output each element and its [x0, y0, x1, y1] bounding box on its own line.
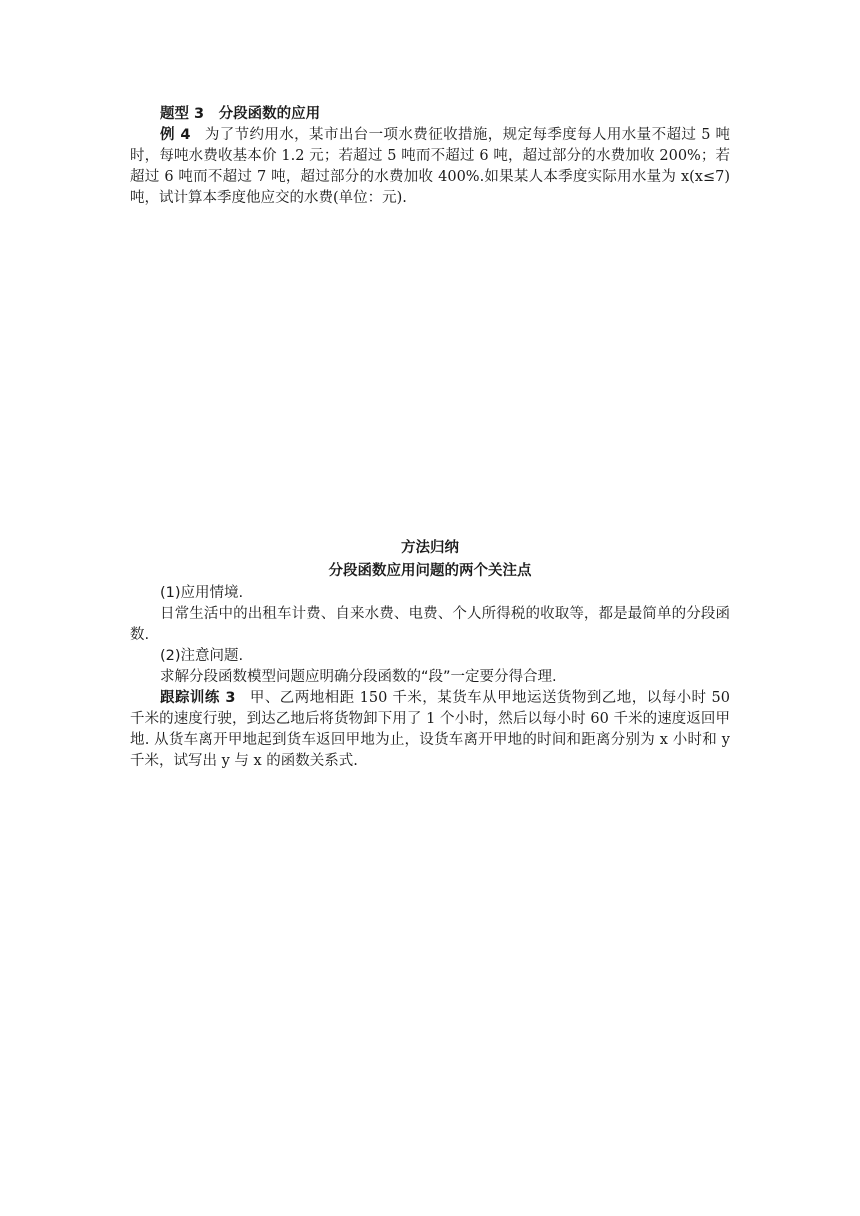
example-4 — [130, 125, 730, 209]
method-summary — [130, 583, 730, 772]
method-subtitle: 分段函数应用问题的两个关注点 — [328, 563, 532, 579]
point-2-text: 求解分段函数模型问题应明确分段函数的“段”一定要分得合理. — [160, 669, 557, 685]
training-3 — [130, 688, 730, 772]
section-heading: 题型 3 分段函数的应用 — [160, 106, 321, 122]
example-label: 例 4 — [160, 127, 191, 143]
training-text: 甲、乙两地相距 150 千米，某货车从甲地运送货物到乙地，以每小时 50 千米的速度行驶，到达乙地后将货物卸下用了 1 个小时，然后以每小时 60 千米的速度返回甲地. 从货车离开甲地起到货车返回甲地为止，设货车离开甲地的时间和距离分别为 x 小时和 y 千米，试写出 y 与 x 的函数关系式. — [130, 690, 730, 769]
point-1-text: 日常生活中的出租车计费、自来水费、电费、个人所得税的收取等，都是最简单的分段函数. — [130, 606, 730, 643]
section-3 — [130, 104, 730, 209]
point-1-title: (1)应用情境. — [160, 585, 244, 601]
method-title: 方法归纳 — [401, 540, 459, 556]
point-2-title: (2)注意问题. — [160, 648, 244, 664]
training-label: 跟踪训练 3 — [160, 690, 236, 706]
example-text: 为了节约用水，某市出台一项水费征收措施，规定每季度每人用水量不超过 5 吨时，每吨水费收基本价 1.2 元；若超过 5 吨而不超过 6 吨，超过部分的水费加收 200%；若超过 6 吨而不超过 7 吨，超过部分的水费加收 400%.如果某人本季度实际用水量为 x(x≤7)吨，试计算本季度他应交的水费(单位：元). — [130, 127, 730, 206]
